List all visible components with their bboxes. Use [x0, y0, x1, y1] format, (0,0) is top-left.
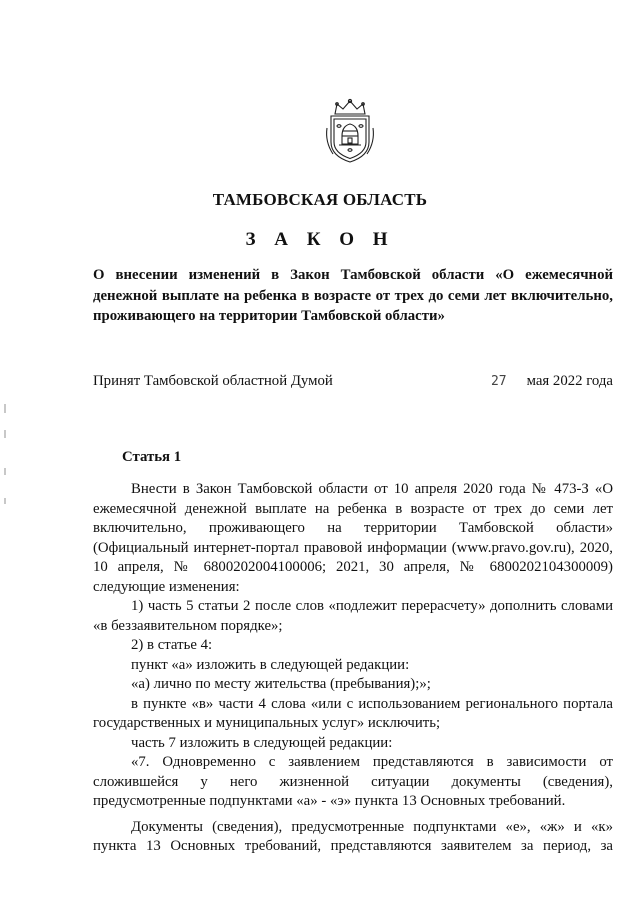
paragraph: Документы (сведения), предусмотренные подпунктами «е», «ж» и «к» пункта 13 Основных требований, представляются заявителем за период, за	[93, 818, 613, 854]
adoption-line	[93, 373, 613, 390]
article-heading: Статья 1	[122, 449, 182, 465]
scan-margin-mark	[4, 468, 6, 475]
paragraph: в пункте «в» части 4 слова «или с использованием регионального портала государственных и муниципальных услуг» исключить;	[93, 695, 613, 731]
scan-margin-mark	[4, 404, 6, 413]
scan-margin-mark	[4, 430, 6, 438]
paragraph: часть 7 изложить в следующей редакции:	[131, 734, 393, 751]
region-title: ТАМБОВСКАЯ ОБЛАСТЬ	[212, 190, 428, 209]
adopted-by-text: Принят Тамбовской областной Думой	[93, 373, 333, 389]
paragraph: «а) лично по месту жительства (пребывания);»;	[131, 676, 431, 692]
paragraph: «7. Одновременно с заявлением представляются в зависимости от сложившейся у него жизненной ситуации документы (сведения), предусмотренные подпунктами «а» - «э» пункта 13 Основных требований.	[93, 754, 613, 809]
article-body	[93, 480, 613, 857]
adoption-day: 27	[490, 374, 507, 389]
paragraph: Внести в Закон Тамбовской области от 10 апреля 2020 года № 473-З «О ежемесячной денежной выплате на ребенка в возрасте от трех до семи лет включительно, проживающего на территории Тамбовской области» (Официальный интернет-портал правовой информации (www.pravo.gov.ru), 2020, 10 апреля, № 6800202004100006; 2021, 30 апреля, № 6800202104300009) следующие изменения:	[93, 481, 613, 595]
adoption-date	[491, 373, 613, 390]
paragraph: 1) часть 5 статьи 2 после слов «подлежит перерасчету» дополнить словами «в беззаявительном порядке»;	[93, 598, 613, 634]
law-subject-title: О внесении изменений в Закон Тамбовской области «О ежемесячной денежной выплате на ребенка в возрасте от трех до семи лет включительно, проживающего на территории Тамбовской области»	[93, 267, 613, 324]
adoption-month-year: мая 2022 года	[526, 373, 613, 389]
paragraph: пункт «а» изложить в следующей редакции:	[131, 656, 410, 673]
scan-margin-mark	[4, 498, 6, 504]
tambov-coat-of-arms-icon	[323, 98, 377, 164]
document-type-heading: З А К О Н	[245, 229, 395, 250]
paragraph: 2) в статье 4:	[131, 637, 213, 653]
